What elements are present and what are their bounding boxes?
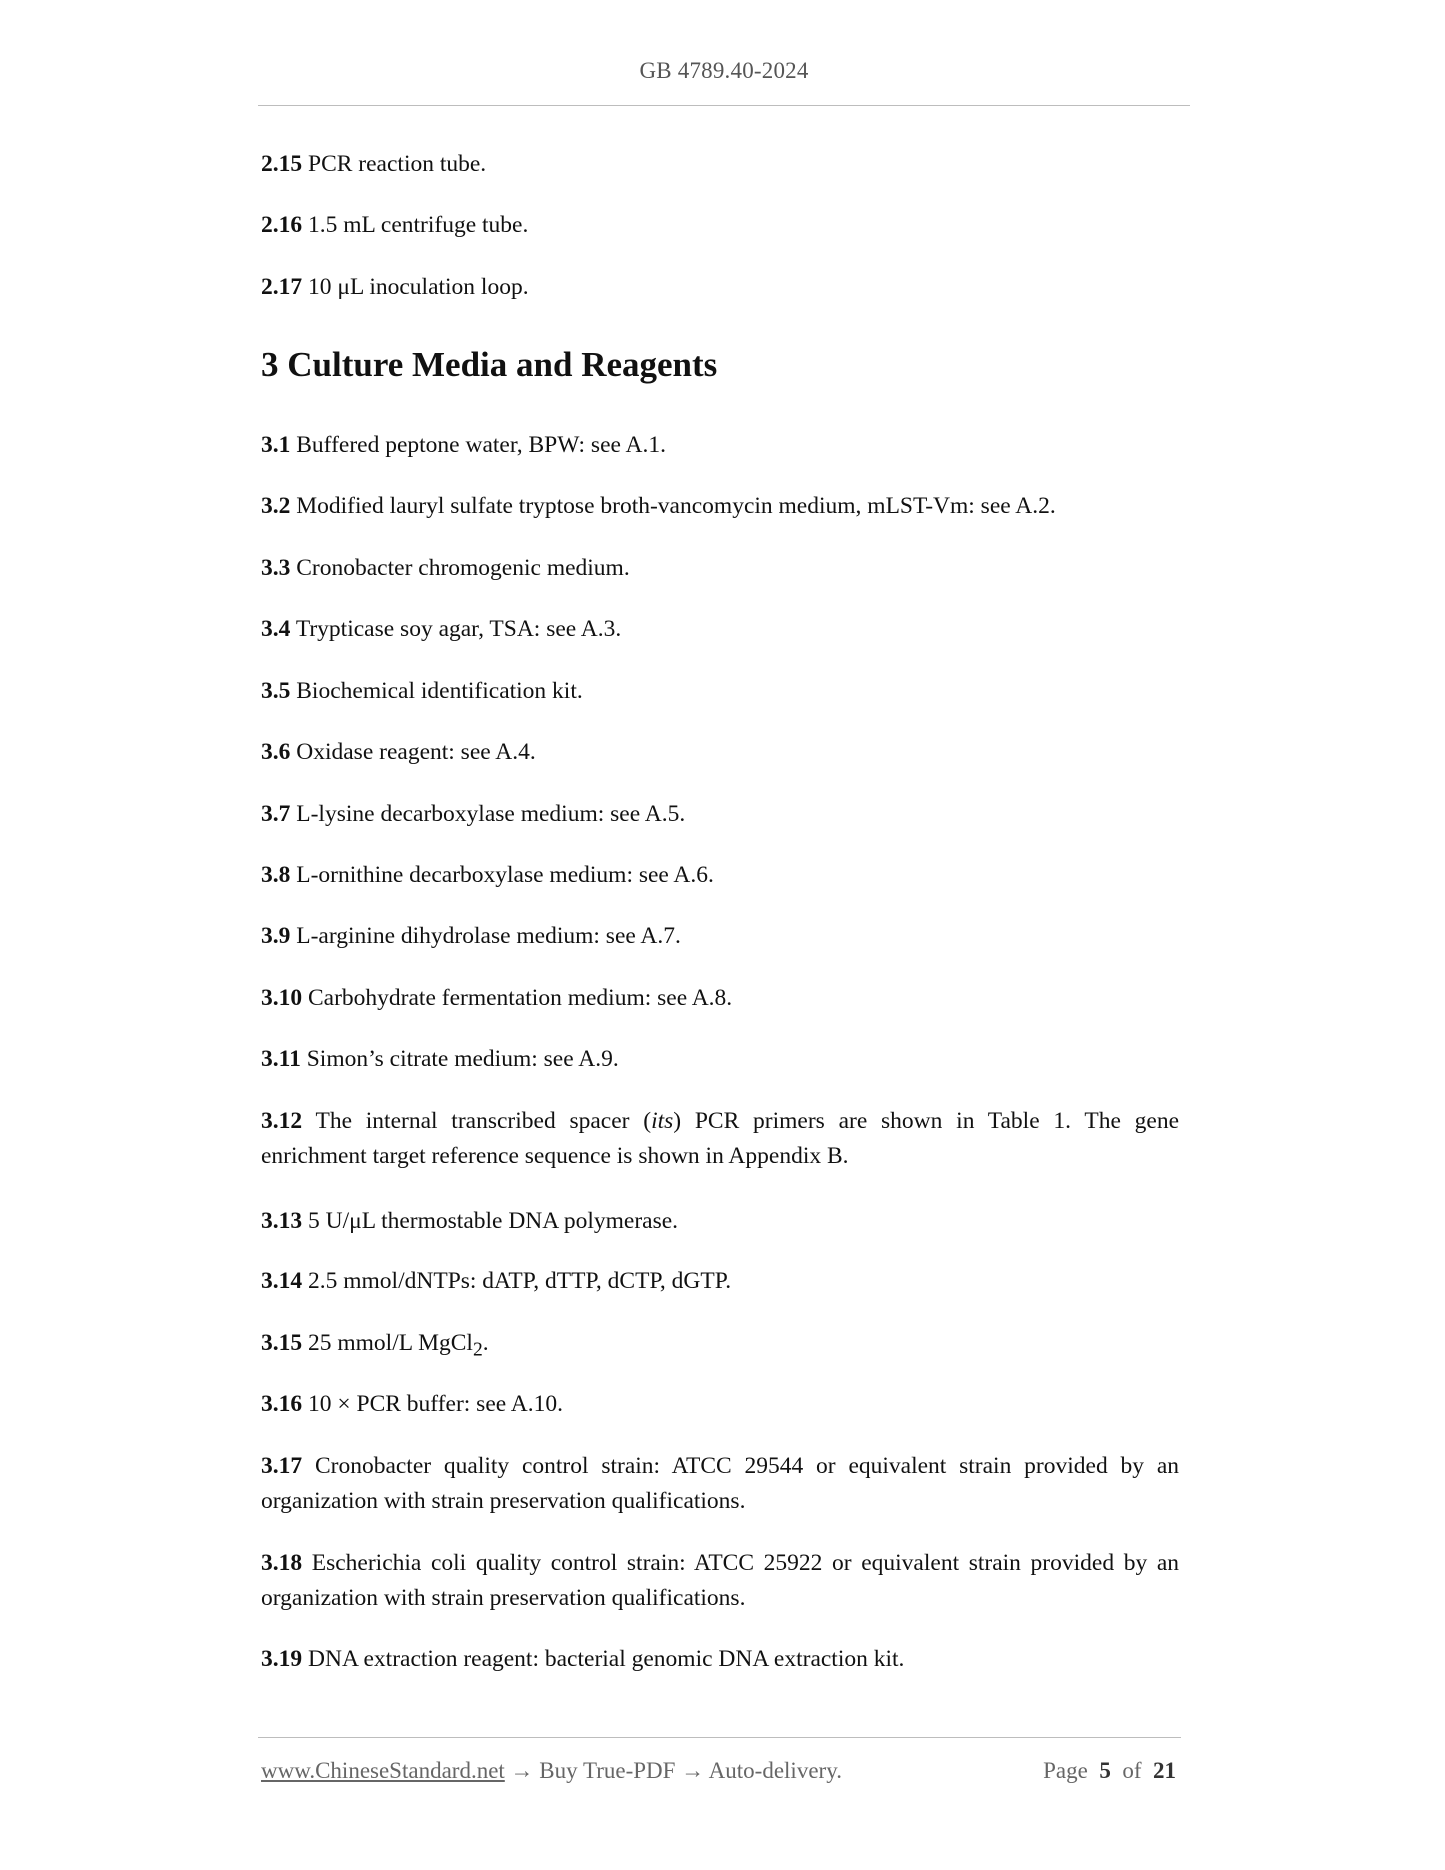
clause-number: 3.19 (261, 1646, 303, 1672)
clause-3-19 (261, 1642, 1179, 1677)
clause-number: 3.15 (261, 1330, 303, 1356)
buy-text: Buy True-PDF (539, 1758, 676, 1783)
clause-text: PCR reaction tube. (308, 151, 487, 177)
clause-text: Escherichia coli quality control strain: ATCC 25922 or equivalent strain provided by an organization with strain preservation qualifications. (261, 1550, 1179, 1611)
clause-text: 10 × PCR buffer: see A.10. (308, 1391, 563, 1417)
clause-3-3 (261, 551, 1179, 586)
clause-3-9 (261, 919, 1179, 954)
document-code: GB 4789.40-2024 (639, 58, 809, 83)
page-total: 21 (1153, 1758, 1176, 1783)
site-link[interactable]: www.ChineseStandard.net (261, 1758, 505, 1783)
delivery-text: Auto-delivery. (708, 1758, 842, 1783)
clause-text: L-lysine decarboxylase medium: see A.5. (296, 801, 686, 827)
clause-text: Simon’s citrate medium: see A.9. (306, 1046, 619, 1072)
clause-3-5 (261, 674, 1179, 709)
clause-number: 3.14 (261, 1268, 303, 1294)
clause-number: 3.8 (261, 862, 291, 888)
clause-3-6 (261, 735, 1179, 770)
clause-3-11 (261, 1042, 1179, 1077)
clause-text: 10 μL inoculation loop. (308, 274, 529, 300)
clause-number: 3.9 (261, 923, 291, 949)
page-indicator (1043, 1756, 1176, 1786)
clause-text: . (482, 1330, 489, 1356)
clause-3-18 (261, 1546, 1179, 1616)
clause-number: 3.5 (261, 678, 291, 704)
clause-number: 3.13 (261, 1208, 303, 1234)
clause-3-4 (261, 612, 1179, 647)
clause-number: 3.4 (261, 616, 291, 642)
clause-text: Modified lauryl sulfate tryptose broth-vancomycin medium, mLST-Vm: see A.2. (296, 493, 1056, 519)
clause-number: 3.10 (261, 985, 303, 1011)
clause-number: 3.6 (261, 739, 291, 765)
clause-3-16 (261, 1387, 1179, 1422)
clause-3-15 (261, 1326, 1179, 1368)
clause-number: 3.17 (261, 1453, 303, 1479)
page-number: 5 (1099, 1758, 1111, 1783)
clause-text: L-ornithine decarboxylase medium: see A.6. (296, 862, 714, 888)
clause-3-12 (261, 1104, 1179, 1174)
clause-number: 3.1 (261, 432, 291, 458)
clause-2-16 (261, 208, 1179, 243)
clause-3-1 (261, 428, 1179, 463)
clause-text: DNA extraction reagent: bacterial genomic DNA extraction kit. (308, 1646, 905, 1672)
arrow-icon: → (681, 1758, 705, 1783)
clause-text: Biochemical identification kit. (296, 678, 583, 704)
clause-number: 3.12 (261, 1108, 303, 1134)
clause-text: 25 mmol/L MgCl (308, 1330, 473, 1356)
clause-text: 1.5 mL centrifuge tube. (308, 212, 529, 238)
clause-text: L-arginine dihydrolase medium: see A.7. (296, 923, 681, 949)
clause-text: 2.5 mmol/dNTPs: dATP, dTTP, dCTP, dGTP. (308, 1268, 732, 1294)
clause-number: 2.16 (261, 212, 303, 238)
clause-text: 5 U/μL thermostable DNA polymerase. (308, 1208, 679, 1234)
clause-number: 3.11 (261, 1046, 301, 1072)
clause-subscript: 2 (472, 1339, 483, 1361)
header-divider (258, 105, 1190, 106)
clause-number: 2.15 (261, 151, 303, 177)
clause-number: 3.3 (261, 555, 291, 581)
page-label: Page (1043, 1758, 1088, 1783)
clause-text-italic: its (651, 1108, 674, 1134)
section-heading: 3 Culture Media and Reagents (261, 345, 718, 384)
clause-3-7 (261, 797, 1179, 832)
of-label: of (1122, 1758, 1142, 1783)
clause-text: Buffered peptone water, BPW: see A.1. (296, 432, 666, 458)
clause-text: Oxidase reagent: see A.4. (296, 739, 536, 765)
clause-text: Trypticase soy agar, TSA: see A.3. (295, 616, 622, 642)
clause-number: 3.18 (261, 1550, 303, 1576)
footer-promo (261, 1756, 842, 1786)
clause-number: 3.7 (261, 801, 291, 827)
clause-3-13 (261, 1204, 1179, 1239)
clause-text: Cronobacter quality control strain: ATCC 29544 or equivalent strain provided by an organization with strain preservation qualifications. (261, 1453, 1179, 1514)
clause-number: 3.16 (261, 1391, 303, 1417)
clause-number: 3.2 (261, 493, 291, 519)
clause-text: The internal transcribed spacer ( (315, 1108, 652, 1134)
clause-3-10 (261, 981, 1179, 1016)
clause-3-14 (261, 1264, 1179, 1299)
clause-3-8 (261, 858, 1179, 893)
clause-3-17 (261, 1449, 1179, 1519)
clause-number: 2.17 (261, 274, 303, 300)
footer-divider (258, 1737, 1181, 1738)
clause-text: Cronobacter chromogenic medium. (296, 555, 630, 581)
clause-text: Carbohydrate fermentation medium: see A.8. (308, 985, 733, 1011)
clause-2-15 (261, 147, 1179, 182)
clause-2-17 (261, 270, 1179, 305)
clause-text: ) PCR primers are shown in Table 1. The gene enrichment target reference sequence is shown in Appendix B. (261, 1108, 1180, 1169)
clause-3-2 (261, 489, 1179, 524)
arrow-icon: → (510, 1758, 534, 1783)
